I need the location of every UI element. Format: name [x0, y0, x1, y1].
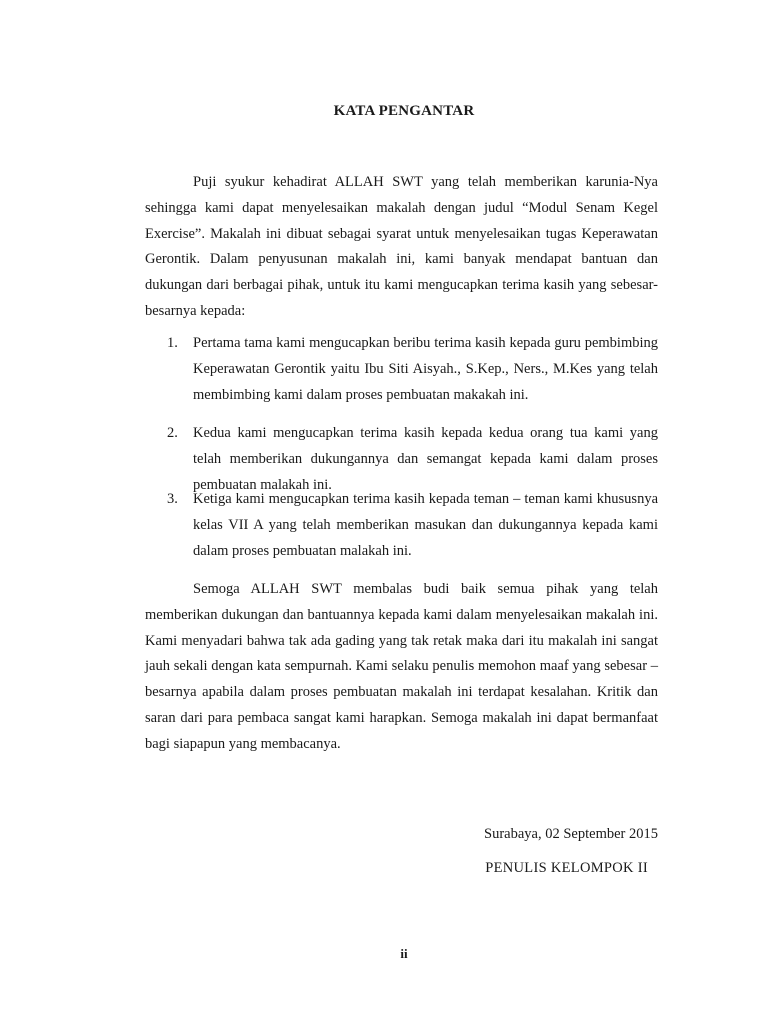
- list-item-number: 2.: [167, 425, 178, 441]
- signature: PENULIS KELOMPOK II: [485, 860, 648, 876]
- page-title: KATA PENGANTAR: [333, 103, 475, 119]
- list-item-text: Kedua kami mengucapkan terima kasih kepada kedua orang tua kami yang telah memberikan dukungannya dan semangat kepada kami dalam proses pembuatan malakah ini.: [193, 425, 658, 493]
- list-item-text: Ketiga kami mengucapkan terima kasih kepada teman – teman kami khususnya kelas VII A yang telah memberikan masukan dan dukungannya kepada kami dalam proses pembuatan malakah ini.: [193, 491, 658, 559]
- intro-paragraph: Puji syukur kehadirat ALLAH SWT yang telah memberikan karunia-Nya sehingga kami dapat menyelesaikan makalah dengan judul “Modul Senam Kegel Exercise”. Makalah ini dibuat sebagai syarat untuk menyelesaikan tugas Keperawatan Gerontik. Dalam penyusunan makalah ini, kami banyak mendapat bantuan dan dukungan dari berbagai pihak, untuk itu kami mengucapkan terima kasih yang sebesar-besarnya kepada:: [145, 174, 658, 319]
- list-item-text: Pertama tama kami mengucapkan beribu terima kasih kepada guru pembimbing Keperawatan Gerontik yaitu Ibu Siti Aisyah., S.Kep., Ners., M.Kes yang telah membimbing kami dalam proses pembuatan makakah ini.: [193, 335, 658, 403]
- closing-paragraph: Semoga ALLAH SWT membalas budi baik semua pihak yang telah memberikan dukungan dan bantuannya kepada kami dalam menyelesaikan makalah ini. Kami menyadari bahwa tak ada gading yang tak retak maka dari itu makalah ini sangat jauh sekali dengan kata sempurnah. Kami selaku penulis memohon maaf yang sebesar – besarnya apabila dalam proses pembuatan makalah ini terdapat kesalahan. Kritik dan saran dari para pembaca sangat kami harapkan. Semoga makalah ini dapat bermanfaat bagi siapapun yang membacanya.: [145, 581, 658, 752]
- page-number: ii: [400, 946, 408, 961]
- list-item-number: 1.: [167, 335, 178, 351]
- place-date: Surabaya, 02 September 2015: [484, 826, 658, 842]
- list-item-number: 3.: [167, 491, 178, 507]
- list-item: [145, 330, 658, 420]
- list-item: [145, 420, 658, 493]
- list-item: [145, 486, 658, 559]
- thanks-list: [145, 330, 658, 559]
